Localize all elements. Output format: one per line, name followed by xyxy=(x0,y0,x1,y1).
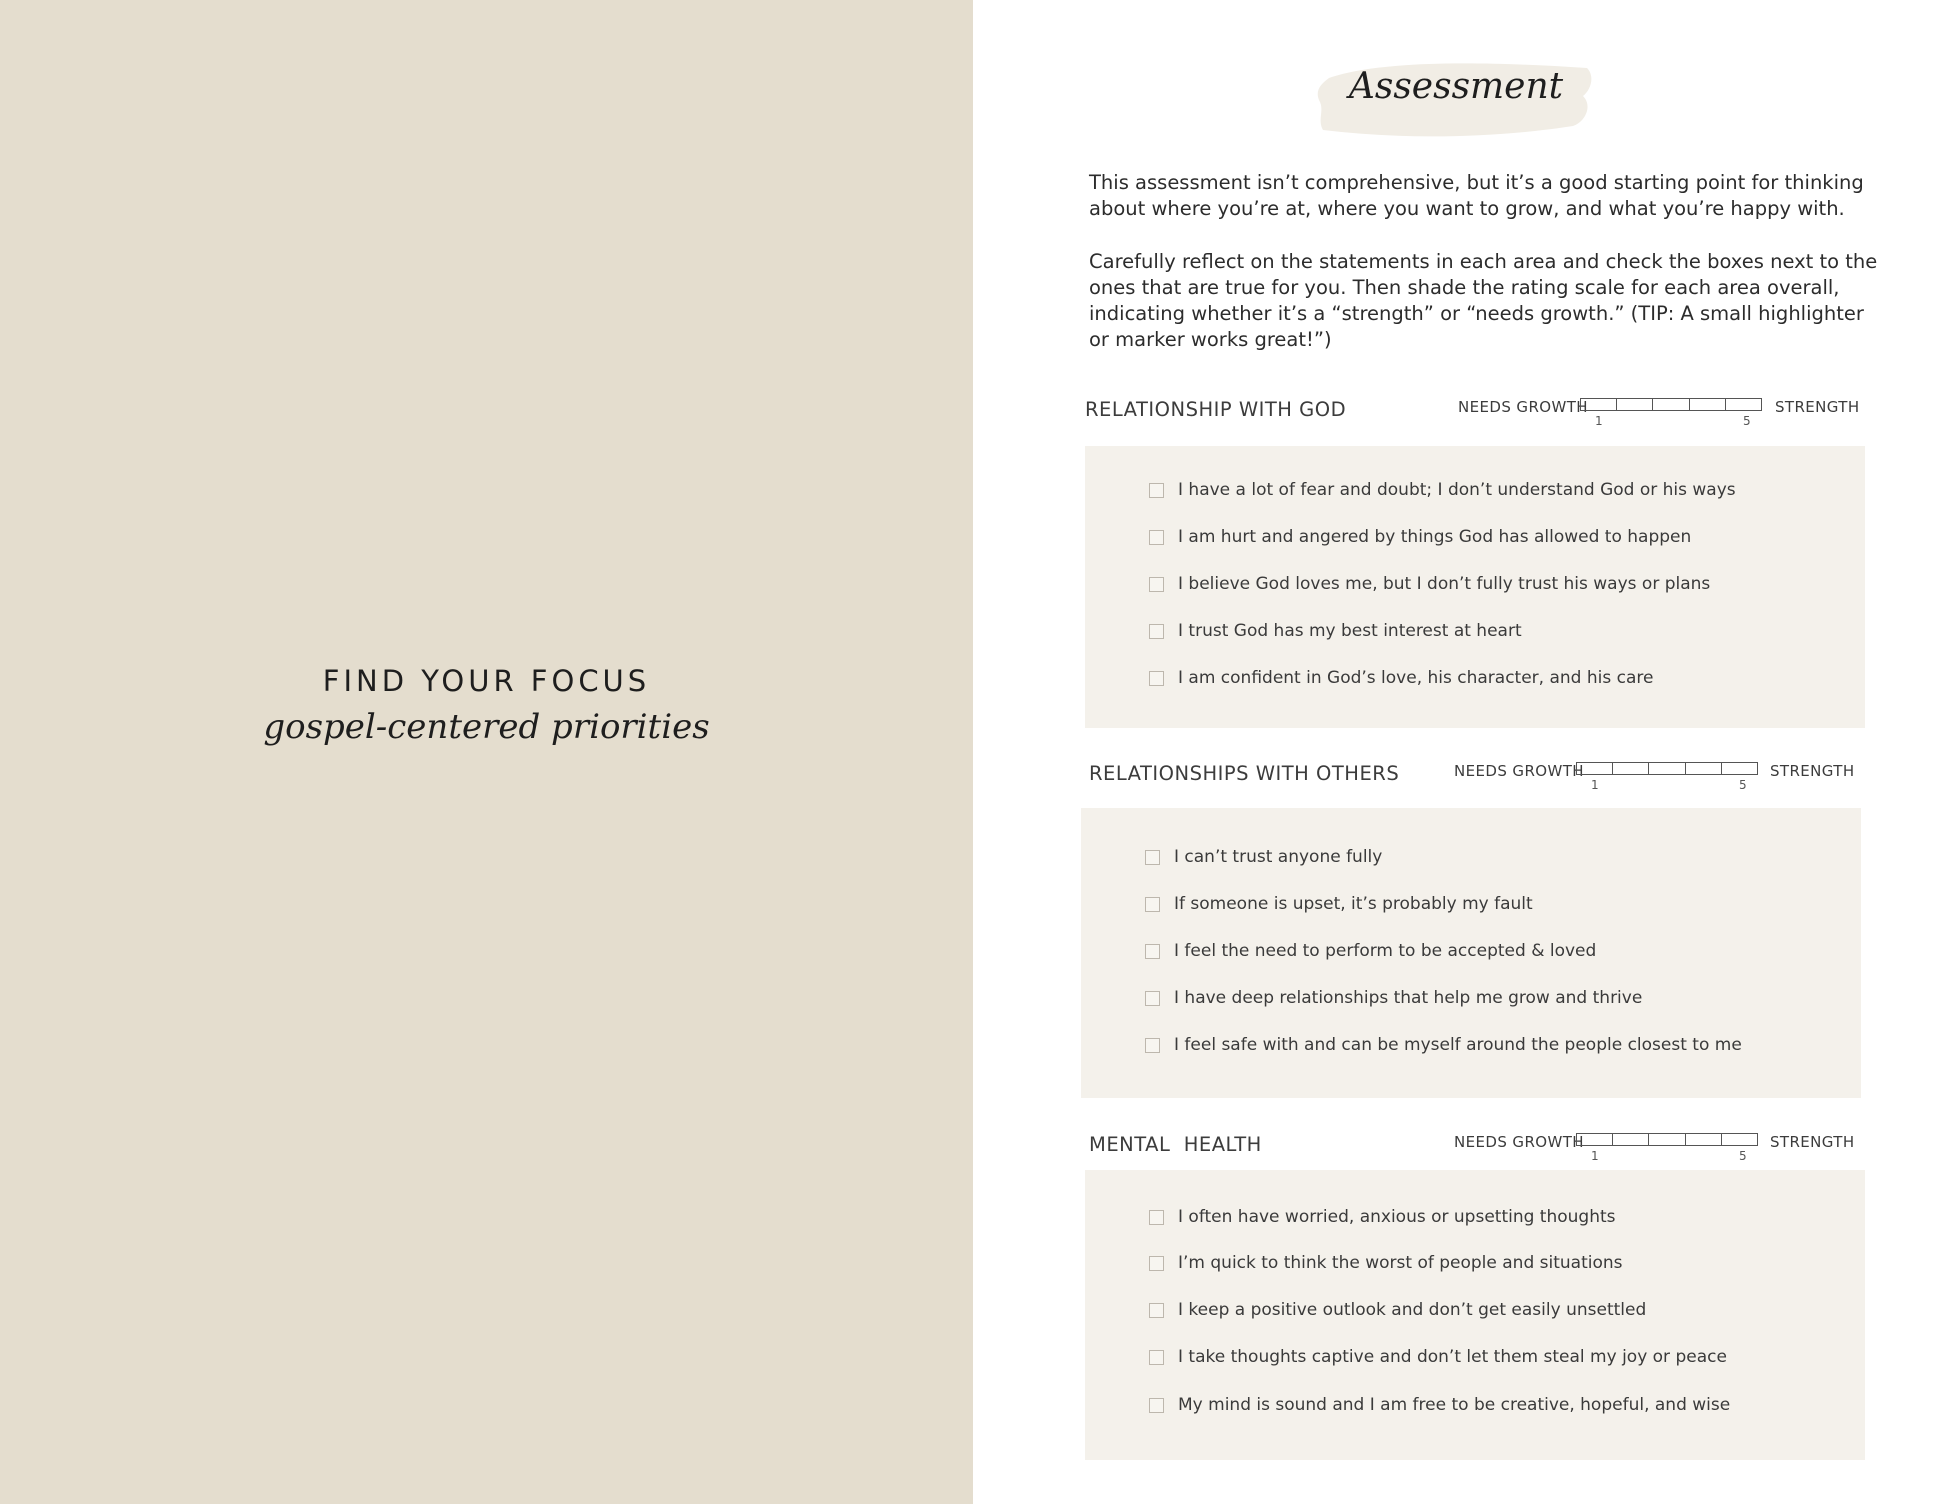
scale-low-label: NEEDS GROWTH xyxy=(1454,762,1584,780)
rating-scale[interactable] xyxy=(1576,762,1758,775)
checklist-item[interactable] xyxy=(1145,940,1596,962)
statement-panel xyxy=(1085,1170,1865,1460)
section-title: RELATIONSHIP WITH GOD xyxy=(1085,398,1347,421)
scale-high-label: STRENGTH xyxy=(1775,398,1860,416)
statement-text: I’m quick to think the worst of people and situations xyxy=(1178,1253,1623,1273)
checkbox[interactable] xyxy=(1145,991,1160,1006)
rating-segment[interactable] xyxy=(1690,399,1726,410)
checkbox[interactable] xyxy=(1149,624,1164,639)
checklist-item[interactable] xyxy=(1149,526,1691,548)
scale-min-number: 1 xyxy=(1595,414,1603,428)
rating-segment[interactable] xyxy=(1649,1134,1685,1145)
checklist-item[interactable] xyxy=(1149,479,1736,501)
rating-segment[interactable] xyxy=(1726,399,1761,410)
rating-segment[interactable] xyxy=(1581,399,1617,410)
statement-panel xyxy=(1085,446,1865,728)
statement-text: I often have worried, anxious or upsetting thoughts xyxy=(1178,1207,1616,1227)
statement-text: I can’t trust anyone fully xyxy=(1174,847,1383,867)
statement-text: I have deep relationships that help me grow and thrive xyxy=(1174,988,1643,1008)
scale-high-label: STRENGTH xyxy=(1770,762,1855,780)
statement-text: My mind is sound and I am free to be creative, hopeful, and wise xyxy=(1178,1395,1731,1415)
statement-text: I trust God has my best interest at heart xyxy=(1178,621,1522,641)
checkbox[interactable] xyxy=(1149,483,1164,498)
rating-segment[interactable] xyxy=(1653,399,1689,410)
scale-high-label: STRENGTH xyxy=(1770,1133,1855,1151)
checklist-item[interactable] xyxy=(1145,987,1642,1009)
checkbox[interactable] xyxy=(1149,577,1164,592)
checkbox[interactable] xyxy=(1149,1350,1164,1365)
section-header xyxy=(1089,1131,1863,1171)
checklist-item[interactable] xyxy=(1145,1034,1742,1056)
intro-text xyxy=(1089,170,1889,380)
checklist-item[interactable] xyxy=(1149,1346,1727,1368)
scale-low-label: NEEDS GROWTH xyxy=(1454,1133,1584,1151)
rating-segment[interactable] xyxy=(1722,763,1757,774)
intro-paragraph: This assessment isn’t comprehensive, but it’s a good starting point for thinking about where you’re at, where you want to grow, and what you’re happy with. xyxy=(1089,171,1864,220)
checkbox[interactable] xyxy=(1145,897,1160,912)
scale-low-label: NEEDS GROWTH xyxy=(1458,398,1588,416)
statement-text: I am hurt and angered by things God has allowed to happen xyxy=(1178,527,1692,547)
section-title: MENTAL HEALTH xyxy=(1089,1133,1262,1156)
rating-scale[interactable] xyxy=(1576,1133,1758,1146)
checklist-item[interactable] xyxy=(1149,1394,1730,1416)
intro-paragraph: Carefully reflect on the statements in each area and check the boxes next to the ones that are true for you. Then shade the rating scale for each area overall, indicating whether it’s a “strength” or “needs growth.” (TIP: A small highlighter or marker works great!”) xyxy=(1089,250,1878,351)
rating-segment[interactable] xyxy=(1577,1134,1613,1145)
rating-segment[interactable] xyxy=(1613,763,1649,774)
rating-scale[interactable] xyxy=(1580,398,1762,411)
rating-segment[interactable] xyxy=(1686,1134,1722,1145)
rating-segment[interactable] xyxy=(1649,763,1685,774)
scale-max-number: 5 xyxy=(1739,1149,1747,1163)
cover-subtitle: gospel-centered priorities xyxy=(263,707,710,747)
checkbox[interactable] xyxy=(1145,850,1160,865)
checkbox[interactable] xyxy=(1149,671,1164,686)
statement-text: I feel the need to perform to be accepted & loved xyxy=(1174,941,1597,961)
scale-min-number: 1 xyxy=(1591,1149,1599,1163)
checklist-item[interactable] xyxy=(1149,667,1653,689)
checkbox[interactable] xyxy=(1149,1256,1164,1271)
scale-max-number: 5 xyxy=(1739,778,1747,792)
rating-segment[interactable] xyxy=(1617,399,1653,410)
rating-segment[interactable] xyxy=(1577,763,1613,774)
statement-text: I keep a positive outlook and don’t get easily unsettled xyxy=(1178,1300,1647,1320)
statement-text: I feel safe with and can be myself around the people closest to me xyxy=(1174,1035,1742,1055)
checkbox[interactable] xyxy=(1149,1210,1164,1225)
assessment-heading: Assessment xyxy=(1348,66,1564,107)
checklist-item[interactable] xyxy=(1149,620,1522,642)
rating-segment[interactable] xyxy=(1613,1134,1649,1145)
checklist-item[interactable] xyxy=(1149,573,1710,595)
statement-text: If someone is upset, it’s probably my fault xyxy=(1174,894,1533,914)
checklist-item[interactable] xyxy=(1145,846,1382,868)
checkbox[interactable] xyxy=(1145,1038,1160,1053)
checklist-item[interactable] xyxy=(1149,1299,1646,1321)
checkbox[interactable] xyxy=(1149,530,1164,545)
checkbox[interactable] xyxy=(1149,1303,1164,1318)
scale-min-number: 1 xyxy=(1591,778,1599,792)
assessment-page xyxy=(973,0,1946,1504)
checkbox[interactable] xyxy=(1149,1398,1164,1413)
checklist-item[interactable] xyxy=(1149,1252,1623,1274)
checklist-item[interactable] xyxy=(1149,1206,1616,1228)
statement-text: I believe God loves me, but I don’t fully trust his ways or plans xyxy=(1178,574,1711,594)
rating-segment[interactable] xyxy=(1722,1134,1757,1145)
rating-segment[interactable] xyxy=(1686,763,1722,774)
section-header xyxy=(1085,396,1867,436)
statement-text: I have a lot of fear and doubt; I don’t understand God or his ways xyxy=(1178,480,1736,500)
scale-max-number: 5 xyxy=(1743,414,1751,428)
checkbox[interactable] xyxy=(1145,944,1160,959)
checklist-item[interactable] xyxy=(1145,893,1533,915)
section-title: RELATIONSHIPS WITH OTHERS xyxy=(1089,762,1400,785)
statement-text: I take thoughts captive and don’t let them steal my joy or peace xyxy=(1178,1347,1727,1367)
statement-panel xyxy=(1081,808,1861,1098)
statement-text: I am confident in God’s love, his character, and his care xyxy=(1178,668,1654,688)
section-header xyxy=(1089,760,1863,800)
cover-title: FIND YOUR FOCUS xyxy=(322,664,651,698)
